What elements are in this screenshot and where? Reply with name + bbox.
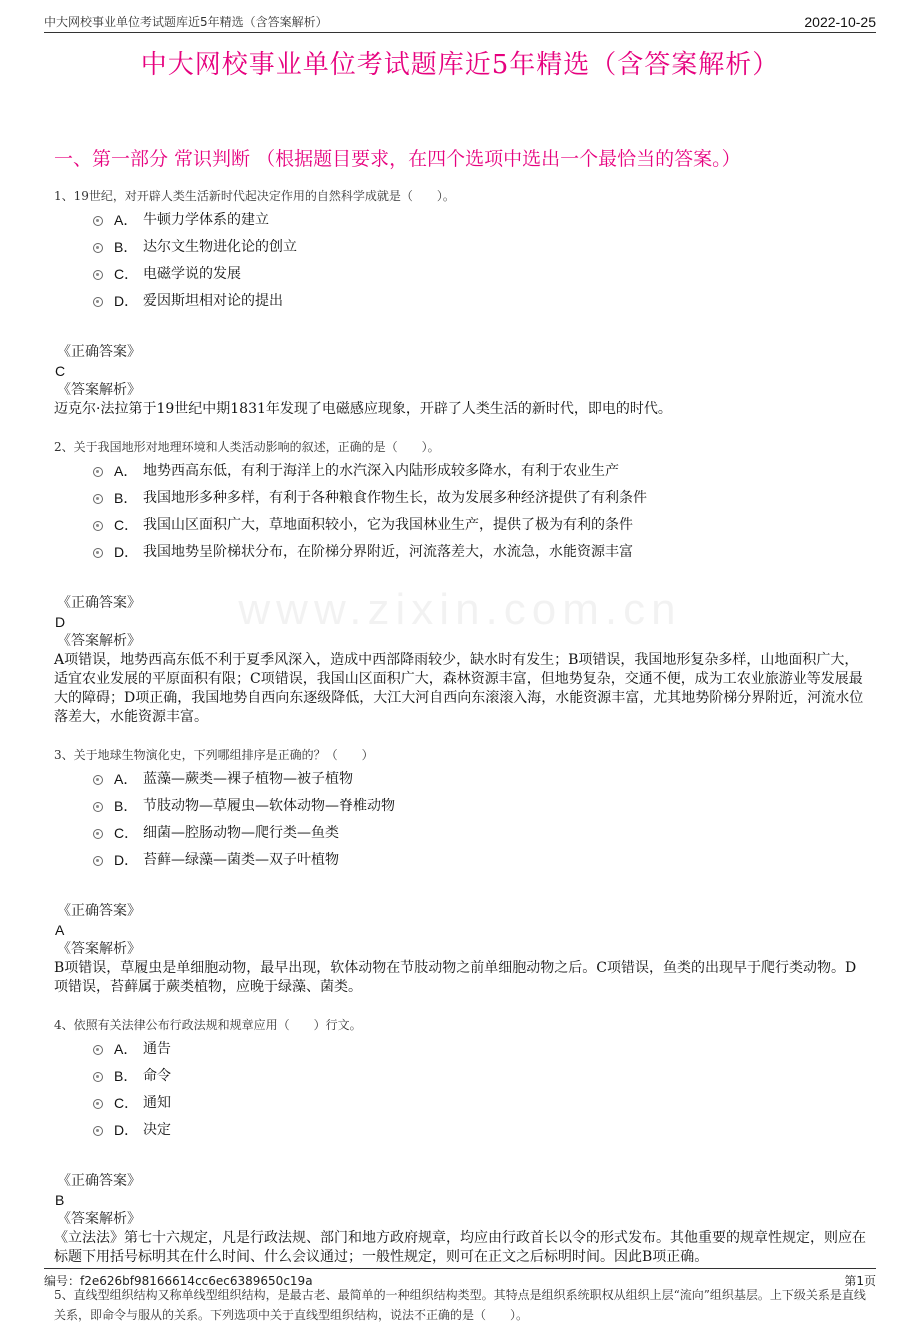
correct-answer-label: 《正确答案》 <box>57 1173 141 1189</box>
header-date: 2022-10-25 <box>804 14 876 30</box>
question-stem: 1、19世纪，对开辟人类生活新时代起决定作用的自然科学成就是（ ）。 <box>54 189 455 203</box>
correct-answer: B <box>55 1192 65 1208</box>
radio-icon[interactable] <box>93 243 103 253</box>
page-header <box>44 13 876 33</box>
radio-icon[interactable] <box>93 856 103 866</box>
radio-icon[interactable] <box>93 1045 103 1055</box>
analysis-label: 《答案解析》 <box>57 941 141 957</box>
option-a[interactable] <box>54 1036 866 1063</box>
question-stem: 5、直线型组织结构又称单线型组织结构，是最古老、最简单的一种组织结构类型。其特点是组织系统职权从组织上层“流向”组织基层。上下级关系是直线关系，即命令与服从的关系。下列选项中关于直线型组织结构，说法不正确的是（ ）。 <box>54 1288 866 1322</box>
document-id: 编号：f2e626bf98166614cc6ec6389650c19a <box>44 1274 313 1288</box>
option-d[interactable] <box>54 847 866 874</box>
question-stem: 3、关于地球生物演化史，下列哪组排序是正确的？（ ） <box>54 748 374 762</box>
question-5 <box>54 1285 866 1325</box>
radio-icon[interactable] <box>93 775 103 785</box>
radio-icon[interactable] <box>93 467 103 477</box>
option-c[interactable] <box>54 512 866 539</box>
header-doc-title: 中大网校事业单位考试题库近5年精选（含答案解析） <box>44 15 328 29</box>
option-text: 爱因斯坦相对论的提出 <box>143 293 283 309</box>
analysis-label: 《答案解析》 <box>57 633 141 649</box>
option-text: 细菌—腔肠动物—爬行类—鱼类 <box>143 825 339 841</box>
radio-icon[interactable] <box>93 494 103 504</box>
option-letter: D． <box>114 1122 139 1138</box>
watermark: www.zixin.com.cn <box>238 585 682 634</box>
option-letter: A． <box>114 463 138 479</box>
option-b[interactable] <box>54 485 866 512</box>
option-letter: D． <box>114 544 139 560</box>
correct-answer-label: 《正确答案》 <box>57 903 141 919</box>
option-c[interactable] <box>54 820 866 847</box>
question-4 <box>54 1015 866 1267</box>
answer-analysis: 迈克尔·法拉第于19世纪中期1831年发现了电磁感应现象，开辟了人类生活的新时代，即电的时代。 <box>54 401 672 417</box>
correct-answer: A <box>55 922 65 938</box>
option-letter: A． <box>114 1041 138 1057</box>
answer-analysis: 《立法法》第七十六规定，凡是行政法规、部门和地方政府规章，均应由行政首长以令的形式发布。其他重要的规章性规定，则应在标题下用括号标明其在什么时间、什么会议通过；一般性规定，则可在正文之后标明时间。因此B项正确。 <box>54 1230 866 1265</box>
option-letter: A． <box>114 212 138 228</box>
radio-icon[interactable] <box>93 521 103 531</box>
option-d[interactable] <box>54 1117 866 1144</box>
option-letter: B． <box>114 1068 138 1084</box>
option-b[interactable] <box>54 1063 866 1090</box>
option-d[interactable] <box>54 288 866 315</box>
radio-icon[interactable] <box>93 1126 103 1136</box>
radio-icon[interactable] <box>93 1072 103 1082</box>
section-heading: 一、第一部分 常识判断 （根据题目要求，在四个选项中选出一个最恰当的答案。） <box>54 148 741 170</box>
option-letter: B． <box>114 490 138 506</box>
option-letter: B． <box>114 239 138 255</box>
option-text: 我国地势呈阶梯状分布，在阶梯分界附近，河流落差大，水流急，水能资源丰富 <box>143 544 633 560</box>
option-a[interactable] <box>54 207 866 234</box>
option-text: 决定 <box>143 1122 171 1138</box>
radio-icon[interactable] <box>93 802 103 812</box>
correct-answer-label: 《正确答案》 <box>57 595 141 611</box>
option-letter: C． <box>114 517 139 533</box>
document-title: 中大网校事业单位考试题库近5年精选（含答案解析） <box>140 50 780 80</box>
correct-answer: D <box>55 614 66 630</box>
option-b[interactable] <box>54 234 866 261</box>
question-3 <box>54 745 866 997</box>
radio-icon[interactable] <box>93 297 103 307</box>
analysis-label: 《答案解析》 <box>57 382 141 398</box>
radio-icon[interactable] <box>93 270 103 280</box>
answer-analysis: B项错误，草履虫是单细胞动物，最早出现，软体动物在节肢动物之前单细胞动物之后。C项错误，鱼类的出现早于爬行类动物。D项错误，苔藓属于蕨类植物，应晚于绿藻、菌类。 <box>54 960 857 995</box>
radio-icon[interactable] <box>93 216 103 226</box>
option-text: 通告 <box>143 1041 171 1057</box>
option-a[interactable] <box>54 458 866 485</box>
answer-analysis: A项错误，地势西高东低不利于夏季风深入，造成中西部降雨较少，缺水时有发生；B项错误，我国地形复杂多样，山地面积广大，适宜农业发展的平原面积有限；C项错误，我国山区面积广大，森林资源丰富，但地势复杂，交通不便，成为工农业旅游业等发展最大的障碍；D项正确，我国地势自西向东逐级降低，大江大河自西向东滚滚入海，水能资源丰富，尤其地势阶梯分界附近，河流水位落差大，水能资源丰富。 <box>54 652 864 725</box>
option-a[interactable] <box>54 766 866 793</box>
correct-answer-label: 《正确答案》 <box>57 344 141 360</box>
option-letter: B． <box>114 798 138 814</box>
option-b[interactable] <box>54 793 866 820</box>
option-text: 通知 <box>143 1095 171 1111</box>
question-stem: 2、关于我国地形对地理环境和人类活动影响的叙述，正确的是（ ）。 <box>54 440 440 454</box>
option-text: 牛顿力学体系的建立 <box>143 212 269 228</box>
question-1 <box>54 186 866 419</box>
option-text: 我国山区面积广大，草地面积较小，它为我国林业生产，提供了极为有利的条件 <box>143 517 633 533</box>
radio-icon[interactable] <box>93 1099 103 1109</box>
option-letter: C． <box>114 266 139 282</box>
question-stem: 4、依照有关法律公布行政法规和规章应用（ ）行文。 <box>54 1018 362 1032</box>
option-text: 电磁学说的发展 <box>143 266 241 282</box>
option-text: 节肢动物—草履虫—软体动物—脊椎动物 <box>143 798 395 814</box>
analysis-label: 《答案解析》 <box>57 1211 141 1227</box>
option-text: 命令 <box>143 1068 171 1084</box>
option-c[interactable] <box>54 261 866 288</box>
option-letter: C． <box>114 1095 139 1111</box>
option-d[interactable] <box>54 539 866 566</box>
option-letter: D． <box>114 852 139 868</box>
question-list <box>54 186 866 1326</box>
option-text: 达尔文生物进化论的创立 <box>143 239 297 255</box>
option-text: 我国地形多种多样，有利于各种粮食作物生长，故为发展多种经济提供了有利条件 <box>143 490 647 506</box>
radio-icon[interactable] <box>93 548 103 558</box>
option-text: 苔藓—绿藻—菌类—双子叶植物 <box>143 852 339 868</box>
radio-icon[interactable] <box>93 829 103 839</box>
option-letter: C． <box>114 825 139 841</box>
option-letter: D． <box>114 293 139 309</box>
page-number: 第1页 <box>844 1274 876 1288</box>
page-footer <box>44 1268 876 1289</box>
option-text: 地势西高东低，有利于海洋上的水汽深入内陆形成较多降水，有利于农业生产 <box>143 463 619 479</box>
option-letter: A． <box>114 771 138 787</box>
question-2 <box>54 437 866 727</box>
option-c[interactable] <box>54 1090 866 1117</box>
option-text: 蓝藻—蕨类—裸子植物—被子植物 <box>143 771 353 787</box>
correct-answer: C <box>55 363 66 379</box>
